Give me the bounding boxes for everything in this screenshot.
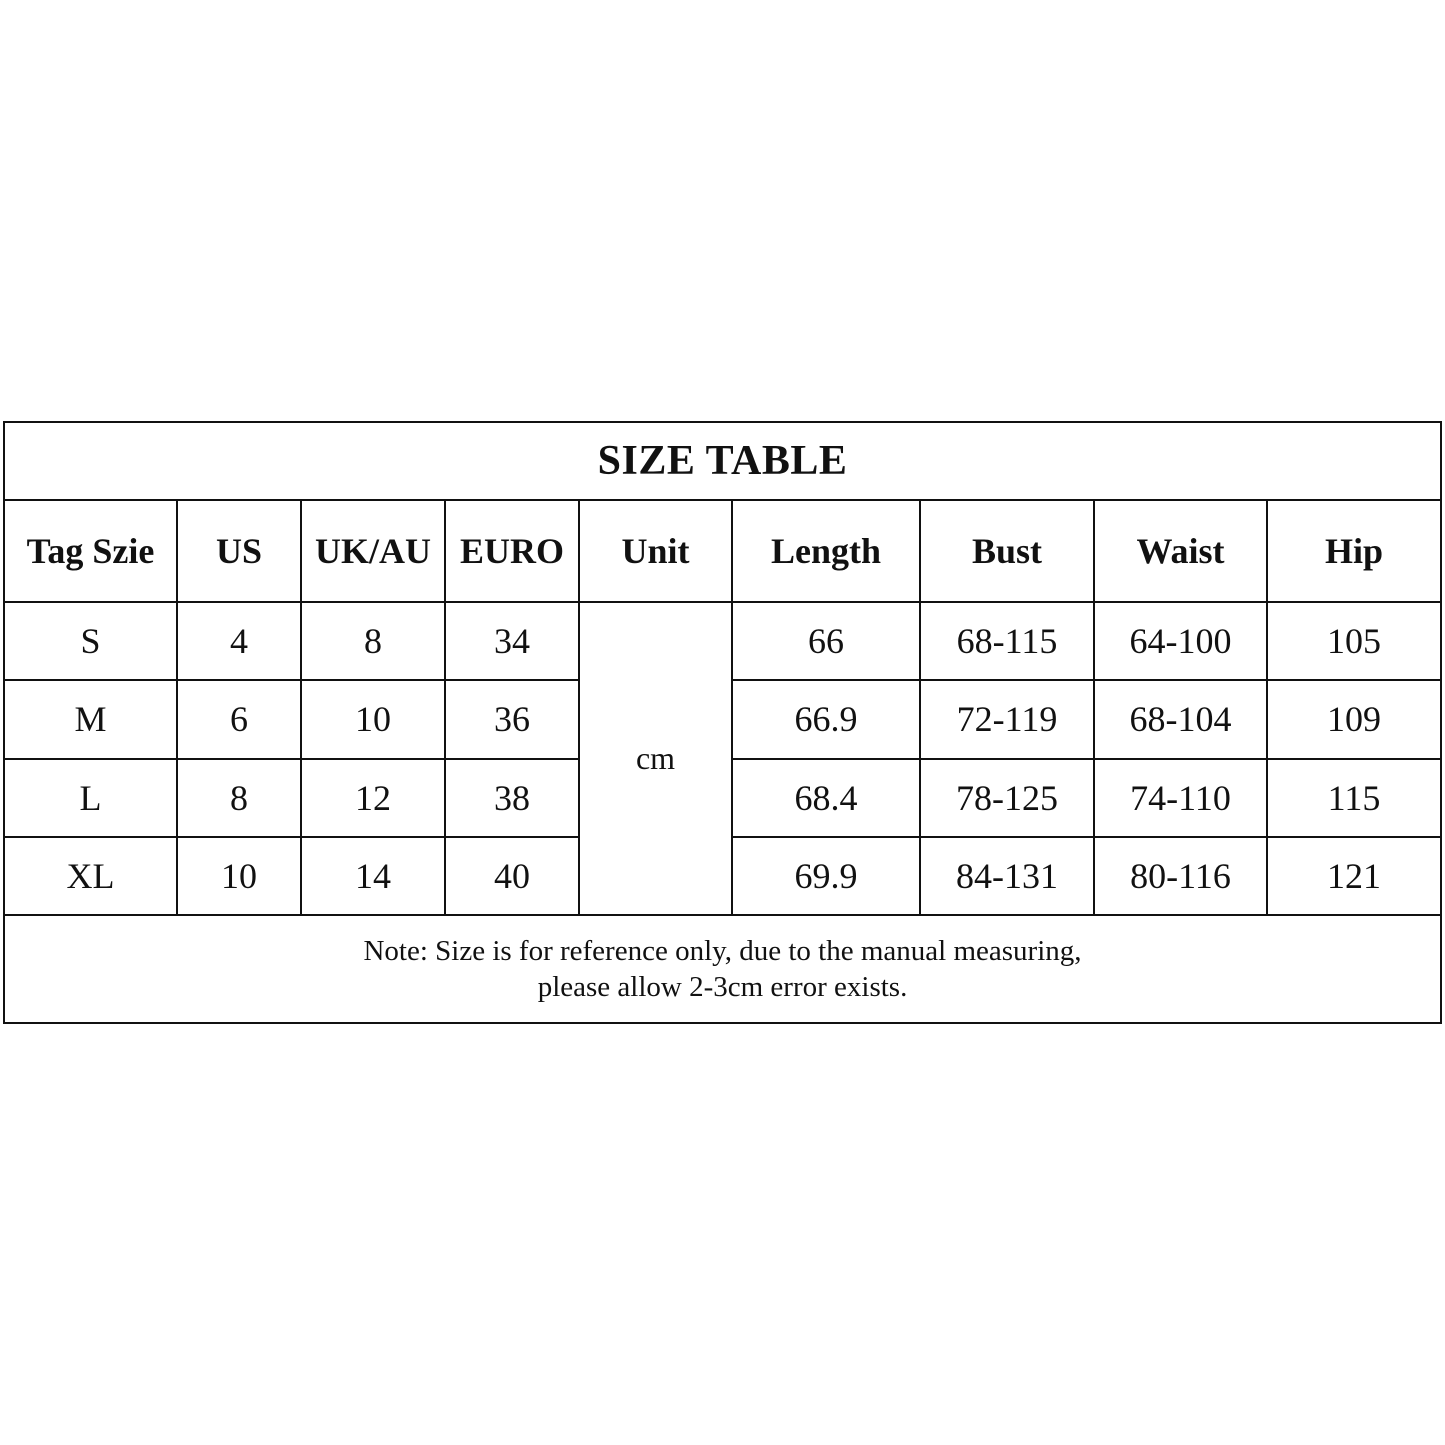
cell-length: 68.4 — [732, 759, 920, 837]
cell-bust: 68-115 — [920, 602, 1094, 680]
cell-length: 69.9 — [732, 837, 920, 915]
cell-us: 8 — [177, 759, 301, 837]
table-row — [4, 602, 1441, 680]
header-uk-au: UK/AU — [301, 500, 445, 602]
cell-hip: 109 — [1267, 680, 1441, 758]
cell-length: 66 — [732, 602, 920, 680]
note-row — [4, 915, 1441, 1023]
cell-bust: 72-119 — [920, 680, 1094, 758]
cell-waist: 68-104 — [1094, 680, 1267, 758]
cell-length: 66.9 — [732, 680, 920, 758]
header-hip: Hip — [1267, 500, 1441, 602]
cell-us: 10 — [177, 837, 301, 915]
table-title: SIZE TABLE — [4, 422, 1441, 500]
cell-us: 6 — [177, 680, 301, 758]
cell-hip: 121 — [1267, 837, 1441, 915]
header-euro: EURO — [445, 500, 579, 602]
cell-tag-size: S — [4, 602, 177, 680]
header-bust: Bust — [920, 500, 1094, 602]
header-waist: Waist — [1094, 500, 1267, 602]
cell-tag-size: L — [4, 759, 177, 837]
size-table — [3, 421, 1442, 1024]
cell-waist: 74-110 — [1094, 759, 1267, 837]
cell-waist: 80-116 — [1094, 837, 1267, 915]
size-note — [4, 915, 1441, 1023]
header-tag-size: Tag Szie — [4, 500, 177, 602]
cell-uk-au: 10 — [301, 680, 445, 758]
note-line-2: please allow 2-3cm error exists. — [537, 970, 908, 1003]
cell-uk-au: 14 — [301, 837, 445, 915]
title-row — [4, 422, 1441, 500]
header-unit: Unit — [579, 500, 732, 602]
cell-tag-size: XL — [4, 837, 177, 915]
cell-tag-size: M — [4, 680, 177, 758]
note-line-1: Note: Size is for reference only, due to the manual measuring, — [363, 934, 1082, 967]
cell-hip: 105 — [1267, 602, 1441, 680]
cell-hip: 115 — [1267, 759, 1441, 837]
cell-unit: cm — [579, 602, 732, 915]
cell-uk-au: 8 — [301, 602, 445, 680]
cell-waist: 64-100 — [1094, 602, 1267, 680]
cell-euro: 36 — [445, 680, 579, 758]
cell-euro: 38 — [445, 759, 579, 837]
header-length: Length — [732, 500, 920, 602]
header-us: US — [177, 500, 301, 602]
header-row — [4, 500, 1441, 602]
cell-bust: 84-131 — [920, 837, 1094, 915]
cell-euro: 34 — [445, 602, 579, 680]
cell-euro: 40 — [445, 837, 579, 915]
cell-us: 4 — [177, 602, 301, 680]
cell-uk-au: 12 — [301, 759, 445, 837]
cell-bust: 78-125 — [920, 759, 1094, 837]
